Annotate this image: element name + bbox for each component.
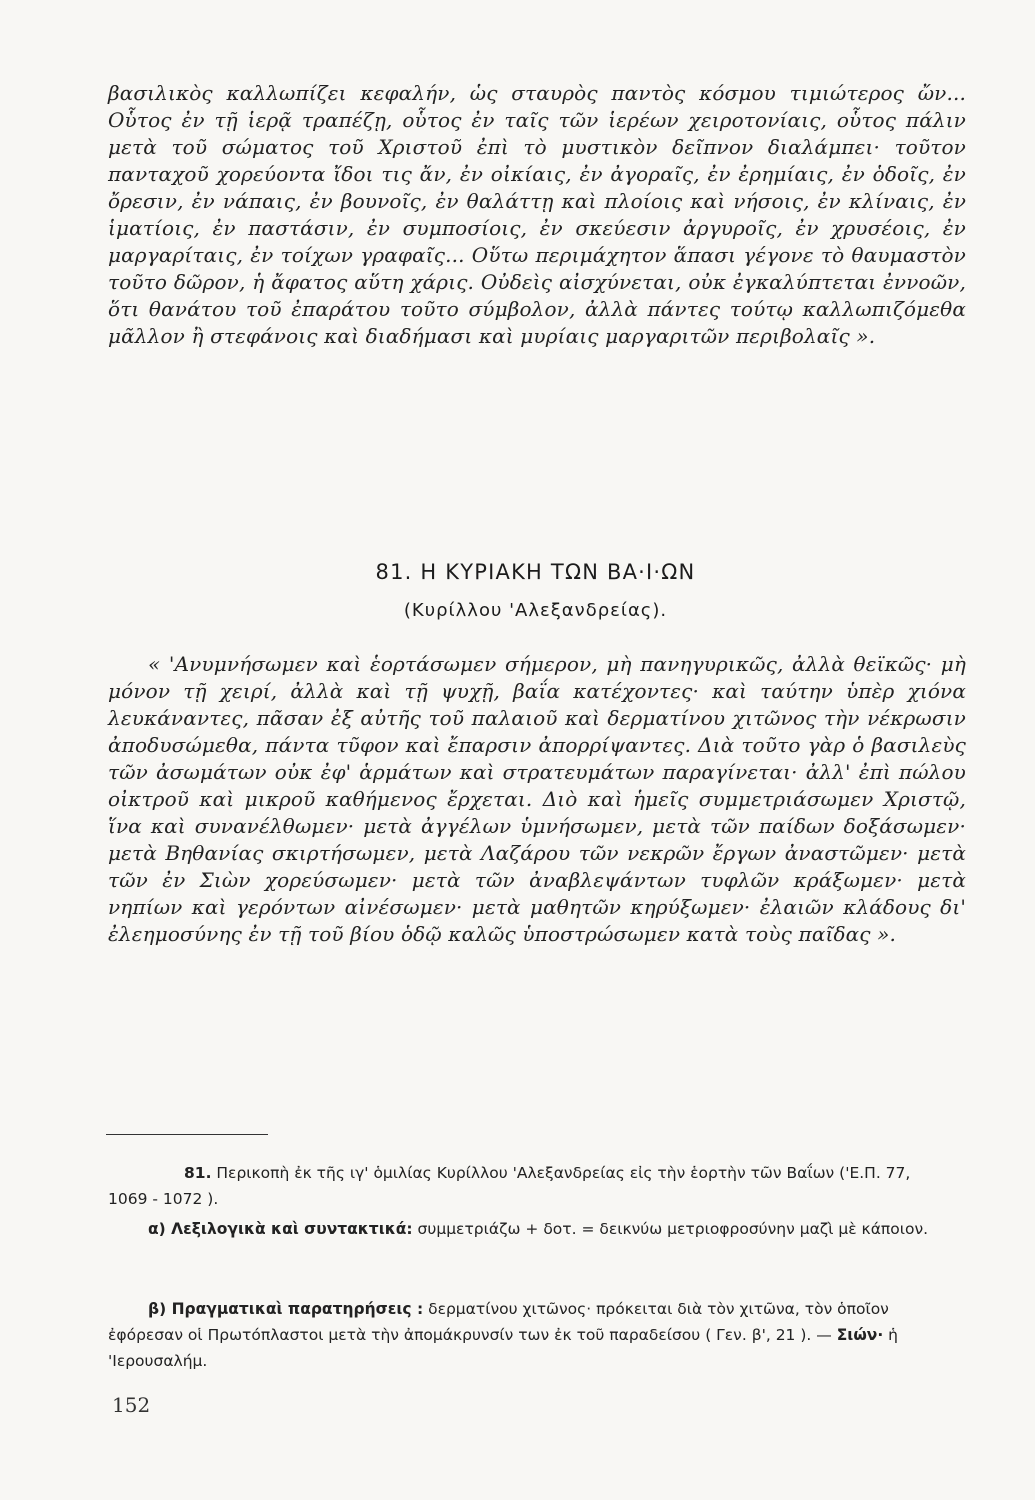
section-paragraph-text: « 'Ανυμνήσωμεν καὶ ἑορτάσωμεν σήμερον, μὴ πανηγυρικῶς, ἀλλὰ θεϊκῶς· μὴ μόνον τῇ χειρί, ἀλλὰ καὶ τῇ ψυχῇ, βαΐα κατέχοντες· καὶ ταύτην ὑπὲρ χιόνα λευκάναντες, πᾶσαν ἐξ αὐτῆς τοῦ παλαιοῦ καὶ δερματίνου χιτῶνος τὴν νέκρωσιν ἀποδυσώμεθα, πάντα τῦφον καὶ ἔπαρσιν ἀπορρίψαντες. Διὰ τοῦτο γὰρ ὁ βασιλεὺς τῶν ἀσωμάτων οὐκ ἐφ' ἁρμάτων καὶ στρατευμάτων παραγίνεται· ἀλλ' ἐπὶ πώλου οἰκτροῦ καὶ μικροῦ καθήμενος ἔρχεται. Διὸ καὶ ἡμεῖς συμμετριάσωμεν Χριστῷ, ἵνα καὶ συνανέλθωμεν· μετὰ ἀγγέλων ὑμνήσωμεν, μετὰ τῶν παίδων δοξάσωμεν· μετὰ Βηθανίας σκιρτήσωμεν, μετὰ Λαζάρου τῶν νεκρῶν ἔργων ἀναστῶμεν· μετὰ τῶν ἐν Σιὼν χορεύσωμεν· μετὰ τῶν ἀναβλεψάντων τυφλῶν κράξωμεν· μετὰ νηπίων καὶ γερόντων αἰνέσωμεν· μετὰ μαθητῶν κηρύξωμεν· ἐλαιῶν κλάδους δι' ἐλεημοσύνης ἐν τῇ τοῦ βίου ὁδῷ καλῶς ὑποστρώσωμεν κατὰ τοὺς παῖδας ». bbox=[108, 652, 966, 946]
paragraph-continued: βασιλικὸς καλλωπίζει κεφαλήν, ὡς σταυρὸς παντὸς κόσμου τιμιώτερος ὤν... Οὗτος ἐν τῇ ἱερᾷ τραπέζῃ, οὗτος ἐν ταῖς τῶν ἱερέων χειροτονίαις, οὗτος πάλιν μετὰ τοῦ σώματος τοῦ Χριστοῦ ἐπὶ τὸ μυστικὸν δεῖπνον διαλάμπει· τοῦτον πανταχοῦ χορεύοντα ἴδοι τις ἄν, ἐν οἰκίαις, ἐν ἀγοραῖς, ἐν ἐρημίαις, ἐν ὁδοῖς, ἐν ὄρεσιν, ἐν νάπαις, ἐν βουνοῖς, ἐν θαλάττῃ καὶ πλοίοις καὶ νήσοις, ἐν κλίναις, ἐν ἱματίοις, ἐν παστάσιν, ἐν συμποσίοις, ἐν σκεύεσιν ἀργυροῖς, ἐν χρυσέοις, ἐν μαργαρίταις, ἐν τοίχων γραφαῖς... Οὕτω περιμάχητον ἅπασι γέγονε τὸ θαυμαστὸν τοῦτο δῶρον, ἡ ἄφατος αὕτη χάρις. Οὐδεὶς αἰσχύνεται, οὐκ ἐγκαλύπτεται ἐννοῶν, ὅτι θανάτου τοῦ ἐπαράτου τοῦτο σύμβολον, ἀλλὰ πάντες τούτῳ καλλωπιζόμεθα μᾶλλον ἢ στεφάνοις καὶ διαδήμασι καὶ μυρίαις μαργαριτῶν περιβολαῖς ». bbox=[108, 81, 966, 348]
footnote-divider bbox=[106, 1134, 268, 1135]
footnote-number: 81. bbox=[184, 1164, 212, 1182]
page-number: 152 bbox=[112, 1393, 151, 1417]
footnote-lexical bbox=[108, 1216, 950, 1242]
footnote-81 bbox=[108, 1160, 950, 1212]
footnote-lexical-label: α) Λεξιλογικὰ καὶ συντακτικά: bbox=[148, 1220, 413, 1238]
section-title: 81. Η ΚΥΡΙΑΚΗ ΤΩΝ ΒΑ·Ι·ΩΝ bbox=[375, 560, 696, 584]
footnote-factual-term: Σιών· bbox=[836, 1326, 884, 1344]
footnote-text: Περικοπὴ ἐκ τῆς ιγ' ὁμιλίας Κυρίλλου 'Αλεξανδρείας εἰς τὴν ἑορτὴν τῶν Βαΐων ('Ε.Π. 77, 1069 - 1072 ). bbox=[108, 1164, 911, 1208]
footnote-factual-text: δερματίνου χιτῶνος· πρόκειται διὰ τὸν χιτῶνα, τὸν ὁποῖον ἐφόρεσαν οἱ Πρωτόπλαστοι μετὰ τὴν ἀπομάκρυνσίν των ἐκ τοῦ παραδείσου ( Γεν. β', 21 ). — bbox=[108, 1300, 889, 1344]
footnote-factual bbox=[108, 1296, 950, 1374]
footnote-lexical-text: συμμετριάζω + δοτ. = δεικνύω μετριοφροσύνην μαζὶ μὲ κάποιον. bbox=[417, 1220, 929, 1238]
section-paragraph bbox=[108, 651, 966, 948]
footnote-factual-label: β) Πραγματικαὶ παρατηρήσεις : bbox=[148, 1300, 424, 1318]
section-subtitle: (Κυρίλλου 'Αλεξανδρείας). bbox=[403, 600, 668, 621]
footnote-factual-text-2: ἡ 'Ιερουσαλήμ. bbox=[108, 1326, 898, 1370]
